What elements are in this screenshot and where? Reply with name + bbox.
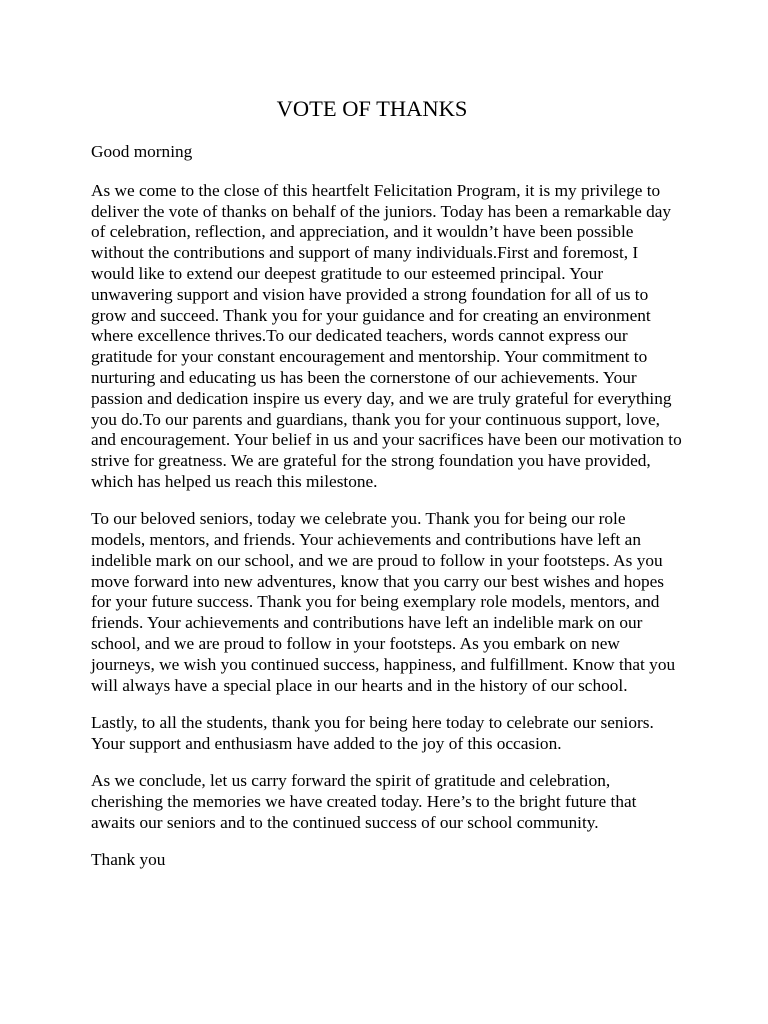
document-body (91, 142, 682, 887)
body-paragraph-2: To our beloved seniors, today we celebrate you. Thank you for being our role models, mentors, and friends. Your achievements and contributions have left an indelible mark on our school, and we are proud to follow in your footsteps. As you move forward into new adventures, know that you carry our best wishes and hopes for your future success. Thank you for being exemplary role models, mentors, and friends. Your achievements and contributions have left an indelible mark on our school, and we are proud to follow in your footsteps. As you embark on new journeys, we wish you continued success, happiness, and fulfillment. Know that you will always have a special place in our hearts and in the history of our school. (91, 509, 676, 695)
closing-paragraph: Thank you (91, 849, 166, 869)
greeting-paragraph: Good morning (91, 142, 193, 161)
document-title: VOTE OF THANKS (276, 96, 468, 121)
body-paragraph-4: As we conclude, let us carry forward the spirit of gratitude and celebration, cherishing the memories we have created today. Here’s to the bright future that awaits our seniors and to the continued success of our school community. (91, 771, 637, 832)
body-paragraph-1: As we come to the close of this heartfelt Felicitation Program, it is my privilege to deliver the vote of thanks on behalf of the juniors. Today has been a remarkable day of celebration, reflection, and appreciation, and it wouldn’t have been possible without the contributions and support of many individuals.First and foremost, I would like to extend our deepest gratitude to our esteemed principal. Your unwavering support and vision have provided a strong foundation for all of us to grow and succeed. Thank you for your guidance and for creating an environment where excellence thrives.To our dedicated teachers, words cannot express our gratitude for your constant encouragement and mentorship. Your commitment to nurturing and educating us has been the cornerstone of our achievements. Your passion and dedication inspire us every day, and we are truly grateful for everything you do.To our parents and guardians, thank you for your continuous support, love, and encouragement. Your belief in us and your sacrifices have been our motivation to strive for greatness. We are grateful for the strong foundation you have provided, which has helped us reach this milestone. (91, 180, 682, 491)
body-paragraph-3: Lastly, to all the students, thank you for being here today to celebrate our seniors. Your support and enthusiasm have added to the joy of this occasion. (91, 712, 654, 753)
